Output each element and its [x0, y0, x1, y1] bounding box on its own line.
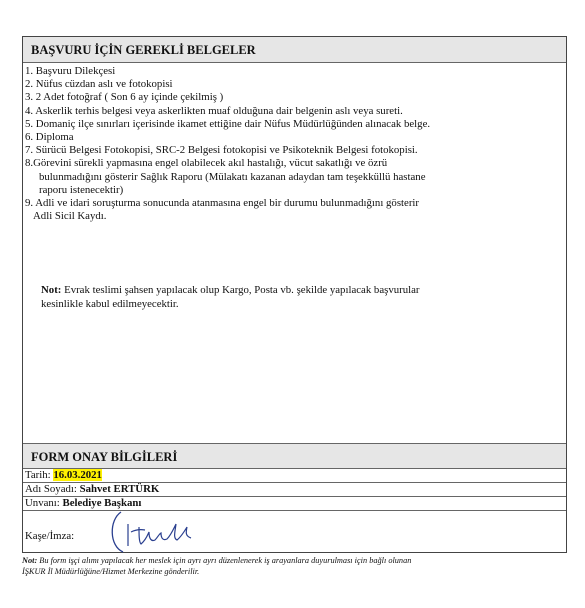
list-item: 7. Sürücü Belgesi Fotokopisi, SRC-2 Belgesi fotokopisi ve Psikoteknik Belgesi fotokopisi. [25, 144, 418, 157]
date-label: Tarih: [25, 469, 51, 481]
list-item-continuation: raporu istenecektir) [39, 183, 124, 196]
name-label: Adı Soyadı: [25, 483, 77, 495]
footer-line2: İŞKUR İl Müdürlüğüne/Hizmet Merkezine gönderilir. [22, 567, 200, 576]
list-item: 4. Askerlik terhis belgesi veya askerlikten muaf olduğuna dair belgenin aslı veya sureti. [25, 104, 403, 117]
name-row [23, 483, 566, 497]
signature-image [101, 510, 231, 554]
note-label: Not: [41, 284, 62, 296]
title-label: Unvanı: [25, 497, 60, 509]
list-item-continuation: Adli Sicil Kaydı. [33, 210, 107, 223]
footer-note-label: Not: [22, 556, 38, 565]
list-item: 5. Domaniç ilçe sınırları içerisinde ikamet ettiğine dair Nüfus Müdürlüğünden alınacak belge. [25, 117, 431, 130]
required-documents-list [23, 63, 566, 223]
title-row [23, 497, 566, 511]
title-value: Belediye Başkanı [62, 497, 142, 509]
date-row [23, 469, 566, 483]
stamp-signature-row [23, 514, 566, 553]
form-frame [22, 36, 567, 553]
note-text: Evrak teslimi şahsen yapılacak olup Kargo, Posta vb. şekilde yapılacak başvurular [64, 284, 420, 296]
name-value: Sahvet ERTÜRK [79, 483, 160, 495]
footer-line1: Bu form işçi alımı yapılacak her meslek için ayrı ayrı düzenlenerek iş arayanlara duyurulması için bağlı olunan [39, 556, 412, 565]
section-title-required-documents: BAŞVURU İÇİN GEREKLİ BELGELER [23, 37, 566, 63]
list-item: 1. Başvuru Dilekçesi [25, 65, 116, 77]
list-item-continuation: bulunmadığını gösterir Sağlık Raporu (Mülakatı kazanan adaydan tam teşekküllü hastane [39, 170, 426, 183]
date-value: 16.03.2021 [53, 469, 102, 481]
list-item: 6. Diploma [25, 131, 74, 144]
list-item: 2. Nüfus cüzdan aslı ve fotokopisi [25, 78, 173, 91]
list-item: 8.Görevini sürekli yapmasına engel olabilecek akıl hastalığı, vücut sakatlığı ve özrü [25, 157, 388, 170]
footer-note [22, 555, 567, 577]
stamp-label: Kaşe/İmza: [25, 530, 75, 542]
list-item: 3. 2 Adet fotoğraf ( Son 6 ay içinde çekilmiş ) [25, 91, 224, 104]
section-title-approval: FORM ONAY BİLGİLERİ [23, 443, 566, 469]
list-item: 9. Adli ve idari soruşturma sonucunda atanmasına engel bir durumu bulunmadığını gösterir [25, 197, 420, 210]
application-note [41, 284, 541, 311]
note-text-line2: kesinlikle kabul edilmeyecektir. [41, 297, 179, 310]
